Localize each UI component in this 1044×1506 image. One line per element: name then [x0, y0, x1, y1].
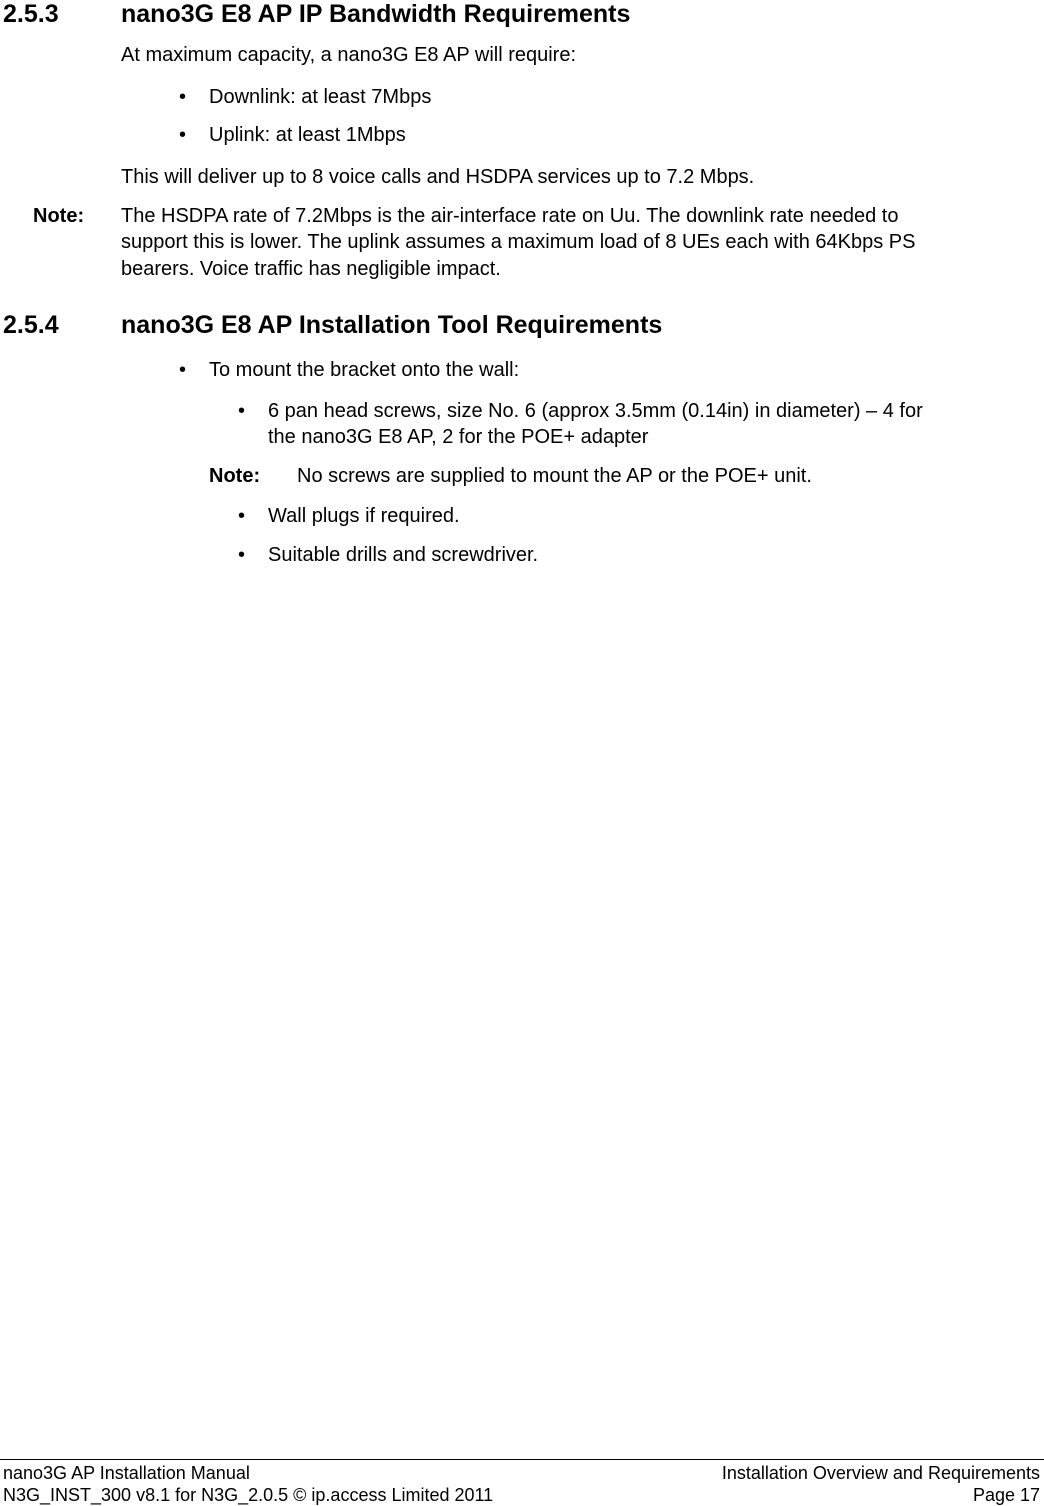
bullet-item-downlink: Downlink: at least 7Mbps — [209, 86, 432, 108]
footer-rule — [0, 1459, 1044, 1460]
paragraph-intro: At maximum capacity, a nano3G E8 AP will require: — [121, 44, 577, 66]
footer-chapter-title: Installation Overview and Requirements — [721, 1463, 1040, 1483]
section-number: 2.5.3 — [3, 0, 59, 28]
paragraph-summary: This will deliver up to 8 voice calls and HSDPA services up to 7.2 Mbps. — [121, 166, 755, 188]
note-text-line: The HSDPA rate of 7.2Mbps is the air-interface rate on Uu. The downlink rate needed to — [121, 205, 899, 227]
bullet-item-mount: To mount the bracket onto the wall: — [209, 359, 520, 381]
footer-doc-id: N3G_INST_300 v8.1 for N3G_2.0.5 © ip.access Limited 2011 — [3, 1485, 494, 1505]
sub-bullet-screws-continued: the nano3G E8 AP, 2 for the POE+ adapter — [268, 426, 649, 448]
section-title: nano3G E8 AP Installation Tool Requirements — [121, 311, 663, 339]
note-label: Note: — [33, 205, 85, 227]
section-number: 2.5.4 — [3, 311, 59, 339]
bullet-marker: • — [179, 359, 187, 381]
note-text-line: bearers. Voice traffic has negligible impact. — [121, 258, 501, 280]
sub-bullet-wall-plugs: Wall plugs if required. — [268, 505, 460, 527]
note-label: Note: — [209, 465, 261, 487]
sub-bullet-marker: • — [238, 505, 246, 527]
bullet-marker: • — [179, 124, 187, 146]
sub-bullet-drills: Suitable drills and screwdriver. — [268, 544, 539, 566]
footer-page-number: Page 17 — [972, 1485, 1040, 1505]
sub-bullet-marker: • — [238, 544, 246, 566]
section-title: nano3G E8 AP IP Bandwidth Requirements — [121, 0, 631, 28]
note-text-line: support this is lower. The uplink assumes a maximum load of 8 UEs each with 64Kbps PS — [121, 231, 916, 253]
note-text: No screws are supplied to mount the AP or the POE+ unit. — [297, 465, 812, 487]
bullet-marker: • — [179, 86, 187, 108]
bullet-item-uplink: Uplink: at least 1Mbps — [209, 124, 406, 146]
footer-manual-title: nano3G AP Installation Manual — [3, 1463, 250, 1483]
sub-bullet-screws: 6 pan head screws, size No. 6 (approx 3.5mm (0.14in) in diameter) – 4 for — [268, 400, 923, 422]
sub-bullet-marker: • — [238, 400, 246, 422]
